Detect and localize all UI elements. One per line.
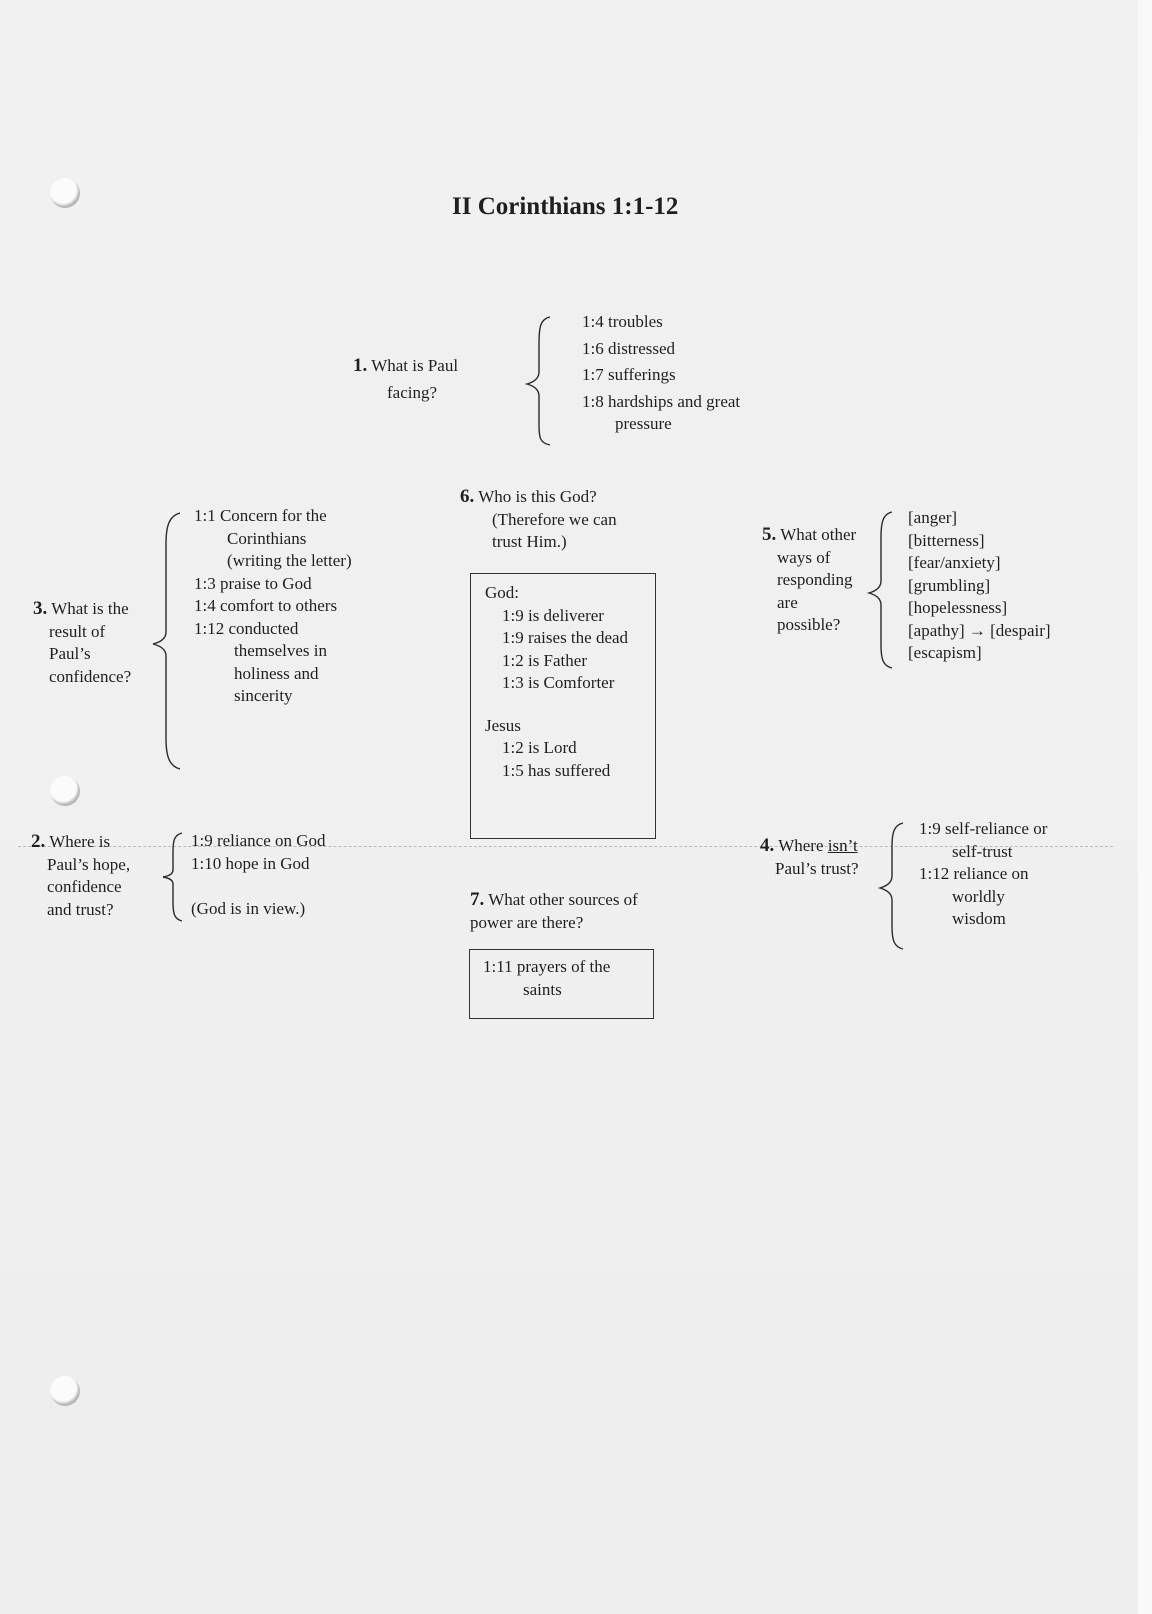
question-6-line-1: Who is this God? <box>478 487 597 506</box>
question-3-answers <box>194 505 352 708</box>
answer-item: saints <box>523 979 562 999</box>
answer-item: 1:1 Concern for the <box>194 506 327 525</box>
question-3-number: 3. <box>33 598 48 619</box>
brace-question-3 <box>150 512 184 770</box>
question-1-line-1: What is Paul <box>371 356 459 375</box>
answer-item: 1:4 troubles <box>582 312 663 331</box>
jesus-item: 1:2 is Lord <box>502 738 577 757</box>
question-7-line-1: What other sources of <box>488 890 638 909</box>
answer-item: 1:12 reliance on <box>919 864 1029 883</box>
question-7 <box>470 889 638 934</box>
answer-item: 1:12 conducted <box>194 618 299 638</box>
answer-item: 1:9 self-reliance or <box>919 819 1048 838</box>
answer-item: (writing the letter) <box>227 551 352 570</box>
answer-item: 1:8 hardships and great <box>582 391 741 411</box>
question-5-line-2: ways of <box>777 547 831 567</box>
question-1-number: 1. <box>353 355 368 376</box>
question-2-line-2: Paul’s hope, <box>47 854 131 874</box>
answer-item: [escapism] <box>908 643 982 662</box>
answer-item: 1:4 comfort to others <box>194 596 338 615</box>
question-3-line-2: result of <box>49 621 106 641</box>
punch-hole-bottom <box>50 1376 80 1406</box>
punch-hole-top <box>50 178 80 208</box>
question-3-line-1: What is the <box>51 599 129 618</box>
question-4-number: 4. <box>760 835 775 856</box>
brace-question-2 <box>160 832 186 922</box>
question-5-number: 5. <box>762 524 777 545</box>
answer-item: themselves in <box>234 641 328 660</box>
jesus-heading: Jesus <box>485 715 521 735</box>
answer-item: [grumbling] <box>908 575 991 595</box>
punch-hole-middle <box>50 776 80 806</box>
question-2-line-1: Where is <box>49 832 111 851</box>
who-is-god-content <box>485 582 628 782</box>
answer-item: [fear/anxiety] <box>908 553 1001 572</box>
answer-item: 1:11 prayers of the <box>483 957 611 976</box>
answer-item: [anger] <box>908 508 958 527</box>
question-3-line-4: confidence? <box>49 666 132 686</box>
question-4-underlined-word: isn’t <box>827 836 858 855</box>
answer-item: Corinthians <box>227 528 307 548</box>
question-6-number: 6. <box>460 486 475 507</box>
brace-question-4 <box>877 822 907 950</box>
question-2-answers <box>191 830 326 921</box>
question-5-answers <box>908 507 1051 665</box>
question-7-number: 7. <box>470 889 485 910</box>
question-6-line-2: (Therefore we can <box>492 509 617 529</box>
brace-question-1 <box>524 316 554 446</box>
answer-item: [hopelessness] <box>908 598 1008 617</box>
question-2-line-4: and trust? <box>47 899 114 919</box>
answer-item: worldly <box>952 886 1005 906</box>
answer-item: 1:9 reliance on God <box>191 831 326 850</box>
question-2-number: 2. <box>31 831 46 852</box>
answer-item: 1:3 praise to God <box>194 573 312 593</box>
question-2 <box>31 831 130 921</box>
question-2-line-3: confidence <box>47 877 122 896</box>
page-edge <box>1138 0 1152 1614</box>
question-7-line-2: power are there? <box>470 912 584 932</box>
other-sources-content <box>483 956 610 1001</box>
question-5-line-1: What other <box>780 525 857 544</box>
question-5-line-5: possible? <box>777 615 841 634</box>
answer-item: [bitterness] <box>908 530 985 550</box>
answer-item: wisdom <box>952 909 1006 928</box>
answer-item: sincerity <box>234 686 293 705</box>
question-1 <box>353 355 458 404</box>
answer-item: pressure <box>615 414 672 433</box>
question-5-line-3: responding <box>777 570 853 589</box>
page-title: II Corinthians 1:1-12 <box>452 193 679 220</box>
god-item: 1:3 is Comforter <box>502 673 615 692</box>
question-4 <box>760 835 859 880</box>
question-5 <box>762 524 856 637</box>
question-3 <box>33 598 131 688</box>
answer-item: 1:7 sufferings <box>582 365 676 384</box>
answer-item: 1:6 distressed <box>582 338 676 358</box>
question-4-line-2: Paul’s trust? <box>775 858 859 878</box>
answer-item: 1:10 hope in God <box>191 853 310 873</box>
god-item: 1:2 is Father <box>502 650 587 670</box>
question-3-line-3: Paul’s <box>49 644 91 663</box>
answer-item: (God is in view.) <box>191 899 306 918</box>
god-heading: God: <box>485 583 519 602</box>
question-1-line-2: facing? <box>387 382 438 402</box>
answer-item: [apathy] → [despair] <box>908 620 1051 640</box>
answer-item: self-trust <box>952 841 1013 861</box>
question-4-answers <box>919 818 1047 931</box>
question-5-line-4: are <box>777 592 798 612</box>
answer-item: holiness and <box>234 663 319 683</box>
jesus-item: 1:5 has suffered <box>502 760 611 780</box>
question-4-word: Where <box>778 836 824 855</box>
question-6-line-3: trust Him.) <box>492 532 567 551</box>
god-item: 1:9 is deliverer <box>502 605 604 625</box>
god-item: 1:9 raises the dead <box>502 628 629 647</box>
question-1-answers <box>582 311 740 436</box>
brace-question-5 <box>866 511 896 669</box>
question-6 <box>460 486 617 554</box>
